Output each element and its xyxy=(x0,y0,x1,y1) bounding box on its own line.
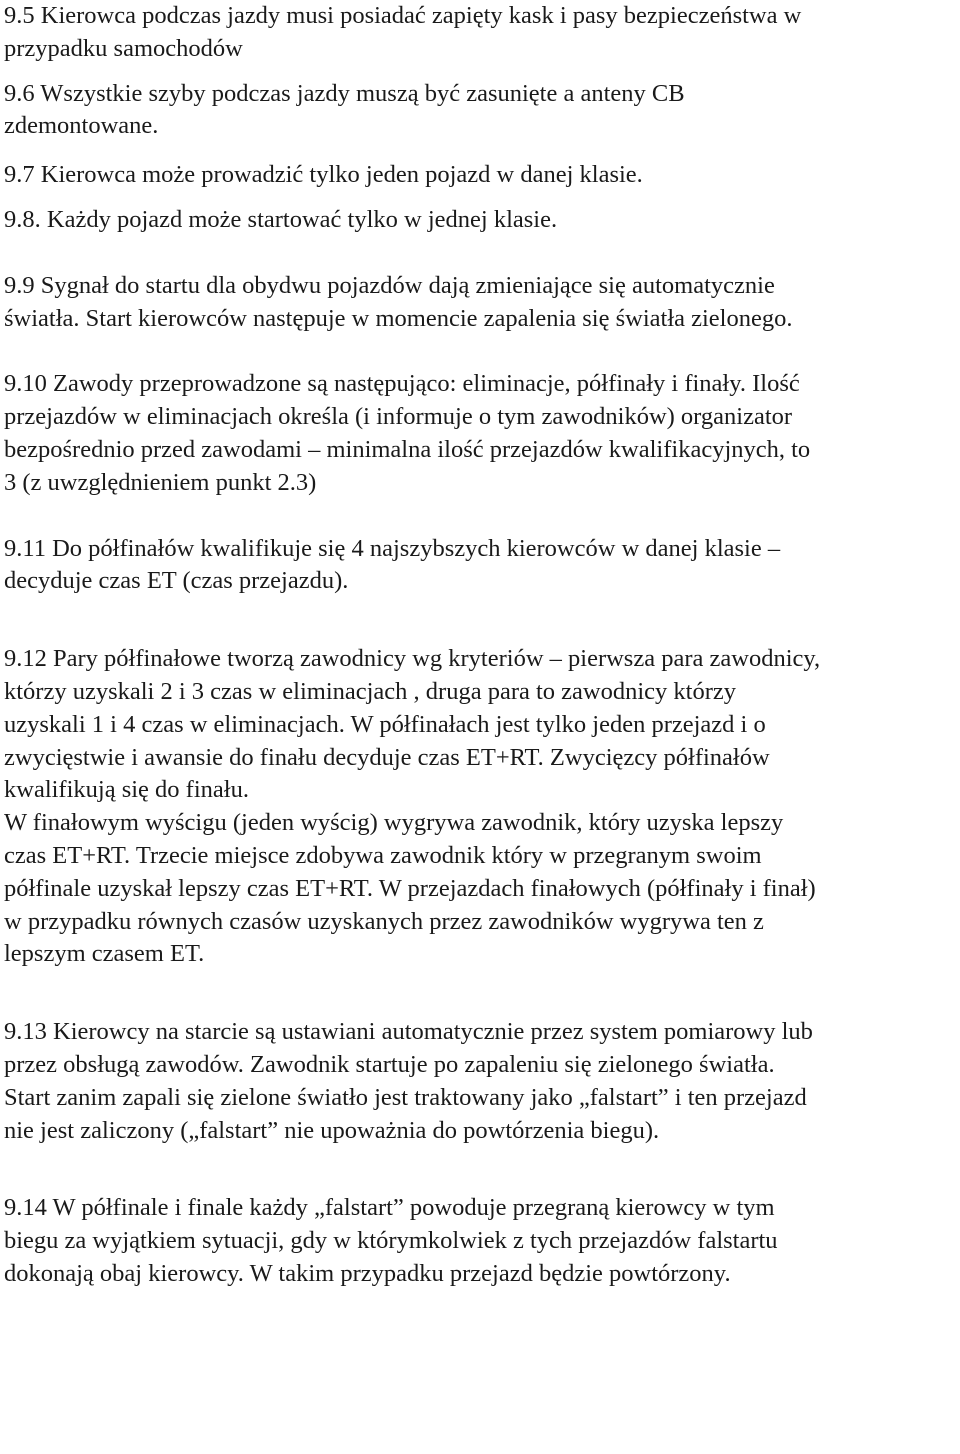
text-line: 9.11 Do półfinałów kwalifikuje się 4 najszybszych kierowców w danej klasie – xyxy=(4,534,781,562)
paragraph-9-13 xyxy=(4,1016,956,1147)
text-line: światła. Start kierowców następuje w momencie zapalenia się światła zielonego. xyxy=(4,304,793,332)
text-line: 9.9 Sygnał do startu dla obydwu pojazdów dają zmieniające się automatycznie xyxy=(4,271,775,299)
text-line: 9.12 Pary półfinałowe tworzą zawodnicy wg kryteriów – pierwsza para zawodnicy, xyxy=(4,645,821,673)
text-line: zwycięstwie i awansie do finału decyduje czas ET+RT. Zwycięzcy półfinałów xyxy=(4,743,770,771)
text-line: półfinale uzyskał lepszy czas ET+RT. W przejazdach finałowych (półfinały i finał) xyxy=(4,874,816,902)
text-line: 3 (z uwzględnieniem punkt 2.3) xyxy=(4,468,317,496)
text-line: przejazdów w eliminacjach określa (i informuje o tym zawodników) organizator xyxy=(4,403,793,431)
text-line: Start zanim zapali się zielone światło jest traktowany jako „falstart” i ten przejazd xyxy=(4,1083,807,1111)
text-line: 9.10 Zawody przeprowadzone są następująco: eliminacje, półfinały i finały. Ilość xyxy=(4,370,800,398)
text-line: 9.7 Kierowca może prowadzić tylko jeden pojazd w danej klasie. xyxy=(4,161,643,189)
text-line: nie jest zaliczony („falstart” nie upoważnia do powtórzenia biegu). xyxy=(4,1116,660,1144)
paragraph-9-5 xyxy=(4,0,956,66)
text-line: zdemontowane. xyxy=(4,112,159,140)
paragraph-9-10 xyxy=(4,368,956,499)
paragraph-9-9 xyxy=(4,270,956,336)
text-line: dokonają obaj kierowcy. W takim przypadku przejazd będzie powtórzony. xyxy=(4,1259,731,1287)
paragraph-9-6 xyxy=(4,78,956,144)
text-line: 9.8. Każdy pojazd może startować tylko w jednej klasie. xyxy=(4,205,558,233)
text-line: kwalifikują się do finału. xyxy=(4,776,249,804)
text-line: decyduje czas ET (czas przejazdu). xyxy=(4,567,349,595)
text-line: czas ET+RT. Trzecie miejsce zdobywa zawodnik który w przegranym swoim xyxy=(4,841,762,869)
text-line: 9.13 Kierowcy na starcie są ustawiani automatycznie przez system pomiarowy lub xyxy=(4,1018,813,1046)
text-line: uzyskali 1 i 4 czas w eliminacjach. W półfinałach jest tylko jeden przejazd i o xyxy=(4,710,766,738)
text-line: 9.6 Wszystkie szyby podczas jazdy muszą być zasunięte a anteny CB xyxy=(4,79,685,107)
paragraph-9-12 xyxy=(4,643,956,971)
paragraph-9-7 xyxy=(4,159,956,192)
text-line: przypadku samochodów xyxy=(4,34,243,62)
paragraph-9-8 xyxy=(4,204,956,237)
paragraph-9-14 xyxy=(4,1192,956,1290)
text-line: lepszym czasem ET. xyxy=(4,940,205,968)
text-line: biegu za wyjątkiem sytuacji, gdy w którymkolwiek z tych przejazdów falstartu xyxy=(4,1227,778,1255)
document-page xyxy=(4,0,956,1291)
text-line: w przypadku równych czasów uzyskanych przez zawodników wygrywa ten z xyxy=(4,907,764,935)
text-line: którzy uzyskali 2 i 3 czas w eliminacjach , druga para to zawodnicy którzy xyxy=(4,677,737,705)
paragraph-9-11 xyxy=(4,533,956,599)
text-line: 9.14 W półfinale i finale każdy „falstart” powoduje przegraną kierowcy w tym xyxy=(4,1194,775,1222)
text-line: 9.5 Kierowca podczas jazdy musi posiadać zapięty kask i pasy bezpieczeństwa w xyxy=(4,2,802,29)
text-line: bezpośrednio przed zawodami – minimalna ilość przejazdów kwalifikacyjnych, to xyxy=(4,435,811,463)
text-line: W finałowym wyścigu (jeden wyścig) wygrywa zawodnik, który uzyska lepszy xyxy=(4,809,784,837)
text-line: przez obsługą zawodów. Zawodnik startuje po zapaleniu się zielonego światła. xyxy=(4,1050,775,1078)
